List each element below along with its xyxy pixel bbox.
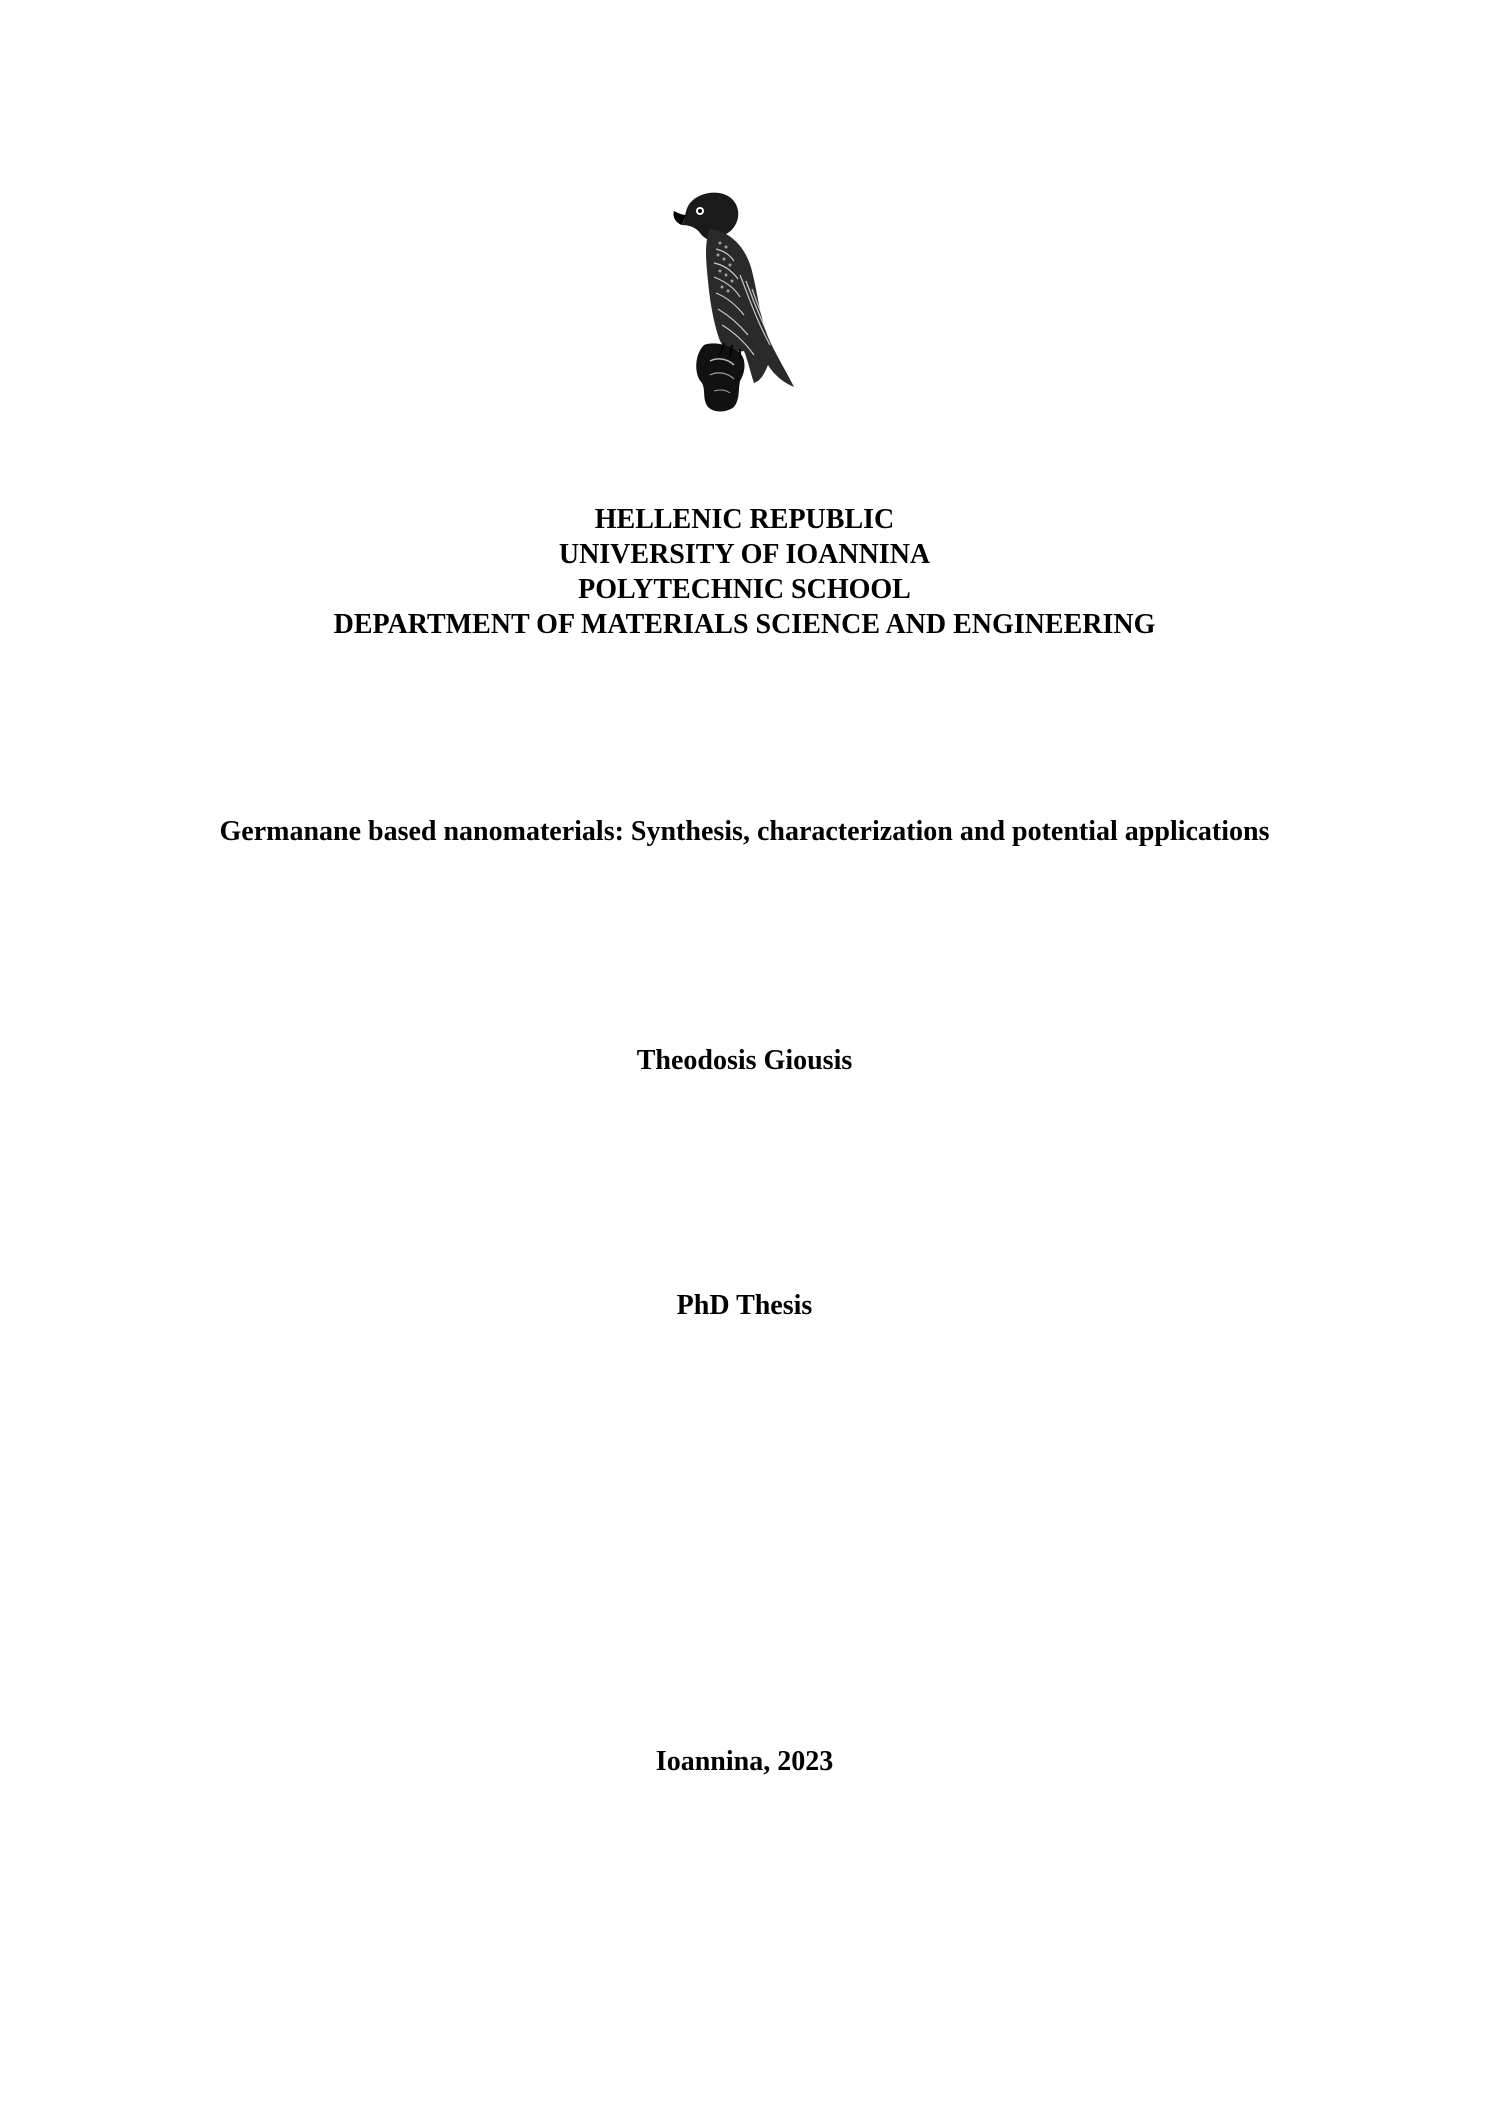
author-name: Theodosis Giousis	[636, 1045, 853, 1076]
thesis-title: Germanane based nanomaterials: Synthesis, characterization and potential applications	[219, 816, 1270, 847]
degree-type: PhD Thesis	[676, 1290, 813, 1321]
university-line: UNIVERSITY OF IOANNINA	[558, 539, 931, 570]
owl-emblem-icon	[660, 185, 810, 415]
institution-header	[0, 502, 1489, 642]
place-and-year: Ioannina, 2023	[655, 1746, 834, 1777]
school-line: POLYTECHNIC SCHOOL	[578, 574, 911, 605]
country-line: HELLENIC REPUBLIC	[594, 504, 895, 535]
department-line: DEPARTMENT OF MATERIALS SCIENCE AND ENGINEERING	[333, 609, 1156, 640]
